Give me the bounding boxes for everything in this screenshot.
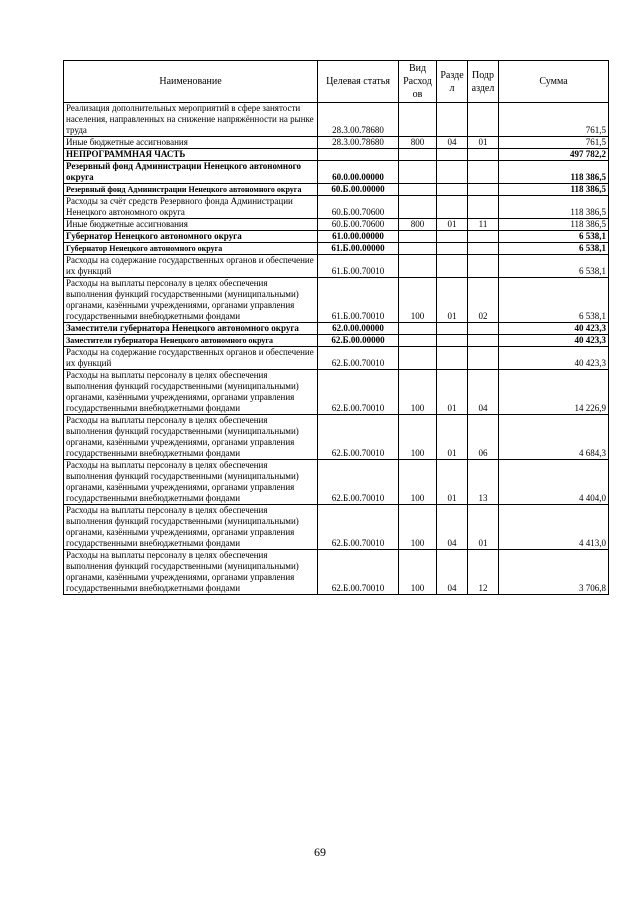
row-expense-type-cell: 800 <box>399 219 437 231</box>
row-section-cell: 04 <box>437 550 468 595</box>
row-name-cell: Резервный фонд Администрации Ненецкого автономного округа <box>64 161 318 184</box>
row-subsection-cell: 01 <box>468 505 499 550</box>
row-expense-type-cell <box>399 347 437 370</box>
row-section-cell <box>437 231 468 243</box>
row-expense-type-cell <box>399 323 437 335</box>
row-expense-type-cell: 100 <box>399 370 437 415</box>
row-name-cell: Расходы на содержание государственных органов и обеспечение их функций <box>64 255 318 278</box>
row-sum-cell: 4 413,0 <box>499 505 609 550</box>
row-name-cell: Резервный фонд Администрации Ненецкого автономного округа <box>64 184 318 196</box>
row-name-cell: Заместители губернатора Ненецкого автономного округа <box>64 335 318 347</box>
row-sum-cell: 6 538,1 <box>499 278 609 323</box>
row-section-cell: 01 <box>437 460 468 505</box>
row-target-article-cell: 62.Б.00.70010 <box>318 550 399 595</box>
page-number: 69 <box>314 845 326 859</box>
row-sum-cell: 497 782,2 <box>499 149 609 161</box>
row-sum-cell: 118 386,5 <box>499 184 609 196</box>
row-target-article-cell: 62.Б.00.70010 <box>318 415 399 460</box>
row-subsection-cell <box>468 103 499 137</box>
row-sum-cell: 40 423,3 <box>499 347 609 370</box>
row-name-cell: Расходы за счёт средств Резервного фонда Администрации Ненецкого автономного округа <box>64 196 318 219</box>
row-section-cell <box>437 196 468 219</box>
table-row <box>64 149 609 161</box>
row-subsection-cell <box>468 231 499 243</box>
row-name-cell: НЕПРОГРАММНАЯ ЧАСТЬ <box>64 149 318 161</box>
row-name-cell: Расходы на выплаты персоналу в целях обеспечения выполнения функций государственными (муниципальными) органами, казёнными учреждениями, органами управления государственными внебюджетными фондами <box>64 370 318 415</box>
table-row <box>64 370 609 415</box>
table-row <box>64 255 609 278</box>
row-target-article-cell: 60.Б.00.70600 <box>318 196 399 219</box>
row-target-article-cell: 62.Б.00.00000 <box>318 335 399 347</box>
table-row <box>64 161 609 184</box>
table-row <box>64 550 609 595</box>
row-name-cell: Губернатор Ненецкого автономного округа <box>64 243 318 255</box>
table-row <box>64 243 609 255</box>
row-expense-type-cell: 100 <box>399 505 437 550</box>
table-row <box>64 219 609 231</box>
header-sum: Сумма <box>499 61 609 103</box>
row-section-cell: 04 <box>437 137 468 149</box>
row-section-cell <box>437 149 468 161</box>
row-subsection-cell: 04 <box>468 370 499 415</box>
row-subsection-cell <box>468 335 499 347</box>
row-subsection-cell <box>468 243 499 255</box>
row-sum-cell: 6 538,1 <box>499 231 609 243</box>
header-target-article: Целевая статья <box>318 61 399 103</box>
row-sum-cell: 40 423,3 <box>499 323 609 335</box>
row-sum-cell: 761,5 <box>499 137 609 149</box>
row-sum-cell: 118 386,5 <box>499 219 609 231</box>
row-sum-cell: 761,5 <box>499 103 609 137</box>
row-section-cell <box>437 184 468 196</box>
row-section-cell: 01 <box>437 278 468 323</box>
row-target-article-cell: 60.Б.00.00000 <box>318 184 399 196</box>
row-name-cell: Расходы на содержание государственных органов и обеспечение их функций <box>64 347 318 370</box>
table-row <box>64 505 609 550</box>
row-target-article-cell: 28.3.00.78680 <box>318 137 399 149</box>
table-body <box>64 103 609 595</box>
row-section-cell: 04 <box>437 505 468 550</box>
header-expense-type: Вид Расход ов <box>399 61 437 103</box>
row-expense-type-cell <box>399 103 437 137</box>
row-name-cell: Губернатор Ненецкого автономного округа <box>64 231 318 243</box>
row-subsection-cell: 11 <box>468 219 499 231</box>
row-name-cell: Расходы на выплаты персоналу в целях обеспечения выполнения функций государственными (муниципальными) органами, казёнными учреждениями, органами управления государственными внебюджетными фондами <box>64 460 318 505</box>
row-expense-type-cell: 100 <box>399 460 437 505</box>
row-name-cell: Расходы на выплаты персоналу в целях обеспечения выполнения функций государственными (муниципальными) органами, казёнными учреждениями, органами управления государственными внебюджетными фондами <box>64 550 318 595</box>
row-expense-type-cell: 100 <box>399 278 437 323</box>
row-target-article-cell: 61.Б.00.70010 <box>318 278 399 323</box>
row-target-article-cell <box>318 149 399 161</box>
row-target-article-cell: 28.3.00.78680 <box>318 103 399 137</box>
table-row <box>64 103 609 137</box>
row-subsection-cell: 02 <box>468 278 499 323</box>
table-row <box>64 335 609 347</box>
row-expense-type-cell <box>399 149 437 161</box>
row-section-cell: 01 <box>437 415 468 460</box>
row-subsection-cell: 01 <box>468 137 499 149</box>
row-subsection-cell <box>468 347 499 370</box>
row-section-cell <box>437 255 468 278</box>
row-name-cell: Заместители губернатора Ненецкого автономного округа <box>64 323 318 335</box>
table-row <box>64 184 609 196</box>
row-sum-cell: 4 404,0 <box>499 460 609 505</box>
table-row <box>64 137 609 149</box>
row-sum-cell: 3 706,8 <box>499 550 609 595</box>
row-subsection-cell: 13 <box>468 460 499 505</box>
row-expense-type-cell <box>399 196 437 219</box>
row-expense-type-cell: 800 <box>399 137 437 149</box>
row-section-cell <box>437 103 468 137</box>
row-name-cell: Расходы на выплаты персоналу в целях обеспечения выполнения функций государственными (муниципальными) органами, казёнными учреждениями, органами управления государственными внебюджетными фондами <box>64 278 318 323</box>
row-subsection-cell <box>468 149 499 161</box>
table-row <box>64 460 609 505</box>
row-expense-type-cell <box>399 161 437 184</box>
row-target-article-cell: 61.0.00.00000 <box>318 231 399 243</box>
row-expense-type-cell <box>399 231 437 243</box>
row-target-article-cell: 60.Б.00.70600 <box>318 219 399 231</box>
row-sum-cell: 40 423,3 <box>499 335 609 347</box>
table-row <box>64 415 609 460</box>
row-expense-type-cell <box>399 184 437 196</box>
row-target-article-cell: 62.Б.00.70010 <box>318 460 399 505</box>
row-subsection-cell: 06 <box>468 415 499 460</box>
row-target-article-cell: 62.0.00.00000 <box>318 323 399 335</box>
row-section-cell: 01 <box>437 219 468 231</box>
row-expense-type-cell <box>399 255 437 278</box>
row-sum-cell: 6 538,1 <box>499 243 609 255</box>
row-subsection-cell <box>468 255 499 278</box>
row-target-article-cell: 62.Б.00.70010 <box>318 347 399 370</box>
row-subsection-cell <box>468 323 499 335</box>
table-row <box>64 347 609 370</box>
row-section-cell <box>437 347 468 370</box>
row-sum-cell: 4 684,3 <box>499 415 609 460</box>
header-subsection: Подр аздел <box>468 61 499 103</box>
row-target-article-cell: 61.Б.00.00000 <box>318 243 399 255</box>
row-name-cell: Иные бюджетные ассигнования <box>64 137 318 149</box>
row-name-cell: Иные бюджетные ассигнования <box>64 219 318 231</box>
budget-table <box>63 60 609 595</box>
row-section-cell <box>437 243 468 255</box>
row-target-article-cell: 62.Б.00.70010 <box>318 505 399 550</box>
row-subsection-cell <box>468 184 499 196</box>
header-row <box>64 61 609 103</box>
row-sum-cell: 6 538,1 <box>499 255 609 278</box>
row-target-article-cell: 60.0.00.00000 <box>318 161 399 184</box>
header-name: Наименование <box>64 61 318 103</box>
row-subsection-cell <box>468 161 499 184</box>
row-section-cell <box>437 323 468 335</box>
row-subsection-cell: 12 <box>468 550 499 595</box>
row-expense-type-cell <box>399 243 437 255</box>
row-section-cell <box>437 335 468 347</box>
row-subsection-cell <box>468 196 499 219</box>
row-target-article-cell: 61.Б.00.70010 <box>318 255 399 278</box>
row-expense-type-cell <box>399 335 437 347</box>
row-section-cell <box>437 161 468 184</box>
row-name-cell: Расходы на выплаты персоналу в целях обеспечения выполнения функций государственными (муниципальными) органами, казёнными учреждениями, органами управления государственными внебюджетными фондами <box>64 415 318 460</box>
row-target-article-cell: 62.Б.00.70010 <box>318 370 399 415</box>
row-expense-type-cell: 100 <box>399 415 437 460</box>
row-sum-cell: 14 226,9 <box>499 370 609 415</box>
row-name-cell: Реализация дополнительных мероприятий в сфере занятости населения, направленных на снижение напряжённости на рынке труда <box>64 103 318 137</box>
table-row <box>64 278 609 323</box>
row-expense-type-cell: 100 <box>399 550 437 595</box>
header-section: Разде л <box>437 61 468 103</box>
table-row <box>64 196 609 219</box>
table-row <box>64 231 609 243</box>
table-row <box>64 323 609 335</box>
row-section-cell: 01 <box>437 370 468 415</box>
row-sum-cell: 118 386,5 <box>499 196 609 219</box>
row-name-cell: Расходы на выплаты персоналу в целях обеспечения выполнения функций государственными (муниципальными) органами, казёнными учреждениями, органами управления государственными внебюджетными фондами <box>64 505 318 550</box>
row-sum-cell: 118 386,5 <box>499 161 609 184</box>
